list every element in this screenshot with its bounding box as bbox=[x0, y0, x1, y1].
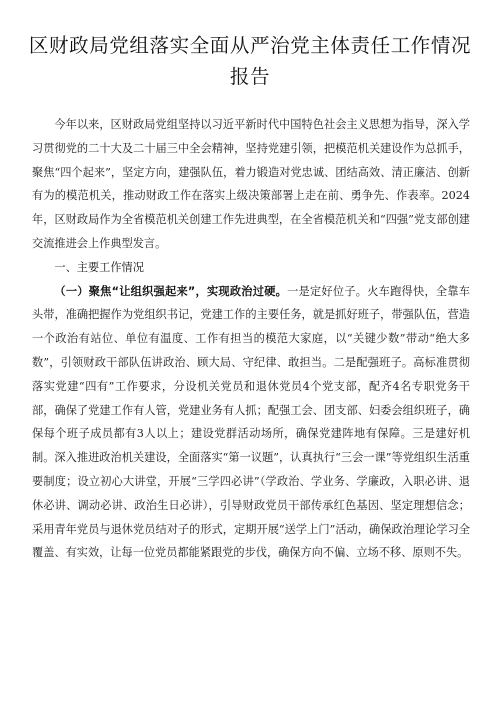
document-title: 区财政局党组落实全面从严治党主体责任工作情况报告 bbox=[28, 34, 472, 88]
intro-paragraph: 今年以来，区财政局党组坚持以习近平新时代中国特色社会主义思想为指导，深入学习贯彻党的二十大及二十届三中全会精神，坚持党建引领，把模范机关建设作为总抓手，聚焦“四个起来”，坚定方向，建强队伍，着力锻造对党忠诚、团结高效、清正廉洁、创新有为的模范机关，推动财政工作在落实上级决策部署上走在前、勇争先、作表率。2024年，区财政局作为全省模范机关创建工作先进典型，在全省模范机关和“四强”党支部创建交流推进会上作典型发言。 bbox=[32, 118, 470, 250]
subsection-body-text: 一是定好位子。火车跑得快，全靠车头带，准确把握作为党组织书记，党建工作的主要任务，就是抓好班子，带强队伍，营造一个政治有站位、单位有温度、工作有担当的模范大家庭，以“关键少数”带动“绝大多数”，引领财政干部队伍讲政治、顾大局、守纪律、敢担当。二是配强班子。高标准贯彻落实党建“四有”工作要求，分设机关党员和退休党员4个党支部，配齐4名专职党务干部，确保了党建工作有人管，党建业务有人抓；配强工会、团支部、妇委会组织班子，确保每个班子成员都有3人以上；建设党群活动场所，确保党建阵地有保障。三是建好机制。深入推进政治机关建设，全面落实“第一议题”，认真执行“三会一课”等党组织生活重要制度；设立初心大讲堂，开展“三学四必讲”（学政治、学业务、学廉政，入职必讲、退休必讲、调动必讲、政治生日必讲），引导财政党员干部传承红色基因、坚定理想信念；采用青年党员与退休党员结对子的形式，定期开展“送学上门”活动，确保政治理论学习全覆盖、有实效，让每一位党员都能紧跟党的步伐，确保方向不偏、立场不移、原则不失。 bbox=[32, 284, 470, 560]
section-heading-main-work: 一、主要工作情况 bbox=[54, 260, 144, 274]
subsection-heading-organization: （一）聚焦“让组织强起来”，实现政治过硬。 bbox=[54, 284, 288, 298]
subsection-paragraph-political bbox=[32, 280, 470, 566]
document-body bbox=[32, 113, 470, 565]
